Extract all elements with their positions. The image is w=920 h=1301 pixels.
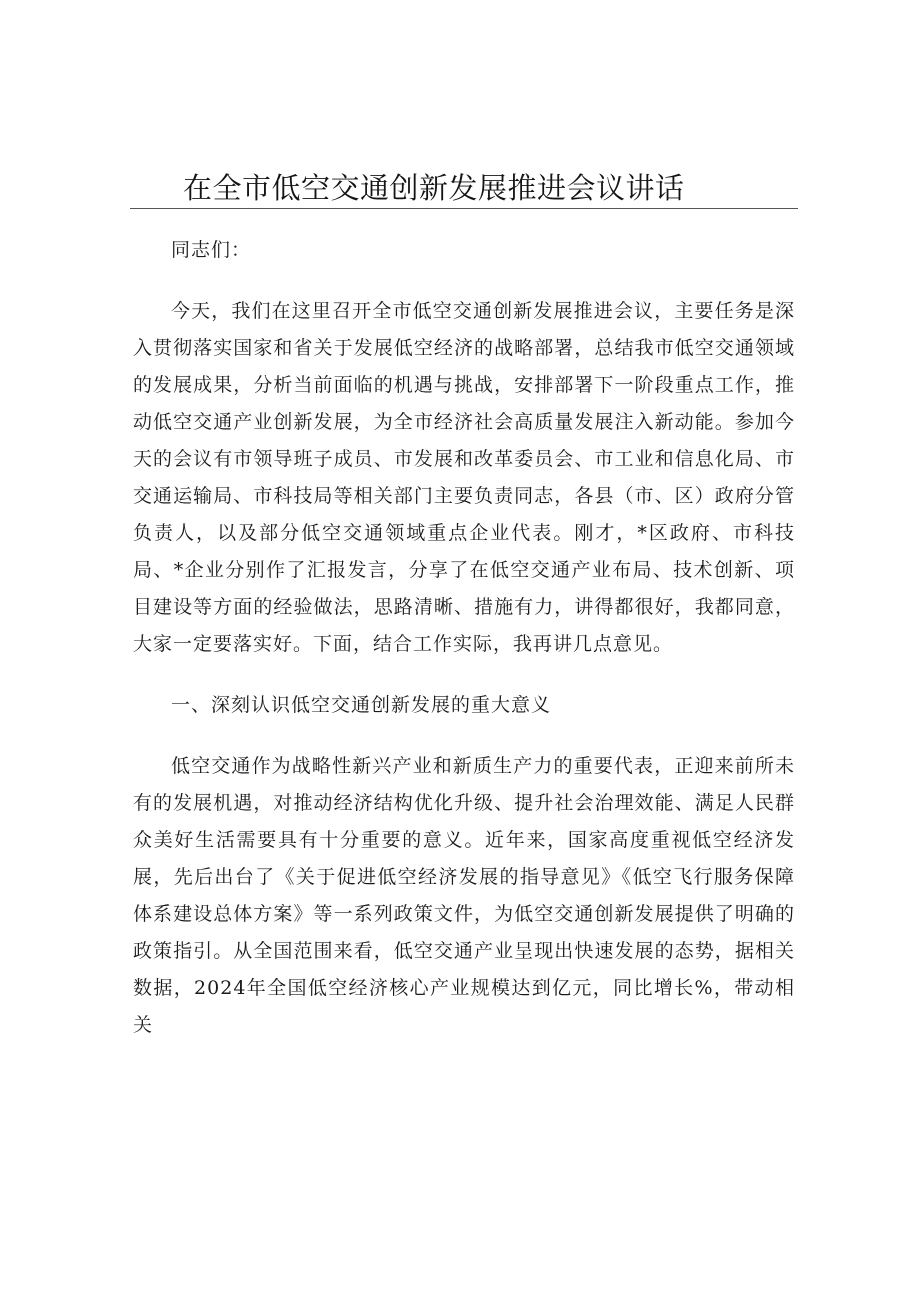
document-body (133, 232, 795, 1068)
salutation: 同志们： (171, 239, 252, 261)
document-title: 在全市低空交通创新发展推进会议讲话 (183, 171, 685, 205)
section-1-heading: 一、深刻认识低空交通创新发展的重大意义 (171, 694, 552, 716)
paragraph-2: 低空交通作为战略性新兴产业和新质生产力的重要代表，正迎来前所未有的发展机遇，对推动经济结构优化升级、提升社会治理效能、满足人民群众美好生活需要具有十分重要的意义。近年来，国家高度重视低空经济发展，先后出台了《关于促进低空经济发展的指导意见》《低空飞行服务保障体系建设总体方案》等一系列政策文件，为低空交通创新发展提供了明确的政策指引。从全国范围来看，低空交通产业呈现出快速发展的态势，据相关数据，2024年全国低空经济核心产业规模达到亿元，同比增长%，带动相关 (133, 755, 795, 1036)
paragraph-1: 今天，我们在这里召开全市低空交通创新发展推进会议，主要任务是深入贯彻落实国家和省关于发展低空经济的战略部署，总结我市低空交通领域的发展成果，分析当前面临的机遇与挑战，安排部署下一阶段重点工作，推动低空交通产业创新发展，为全市经济社会高质量发展注入新动能。参加今天的会议有市领导班子成员、市发展和改革委员会、市工业和信息化局、市交通运输局、市科技局等相关部门主要负责同志，各县（市、区）政府分管负责人，以及部分低空交通领域重点企业代表。刚才，*区政府、市科技局、*企业分别作了汇报发言，分享了在低空交通产业布局、技术创新、项目建设等方面的经验做法，思路清晰、措施有力，讲得都很好，我都同意，大家一定要落实好。下面，结合工作实际，我再讲几点意见。 (133, 300, 795, 655)
title-underline (130, 208, 798, 209)
